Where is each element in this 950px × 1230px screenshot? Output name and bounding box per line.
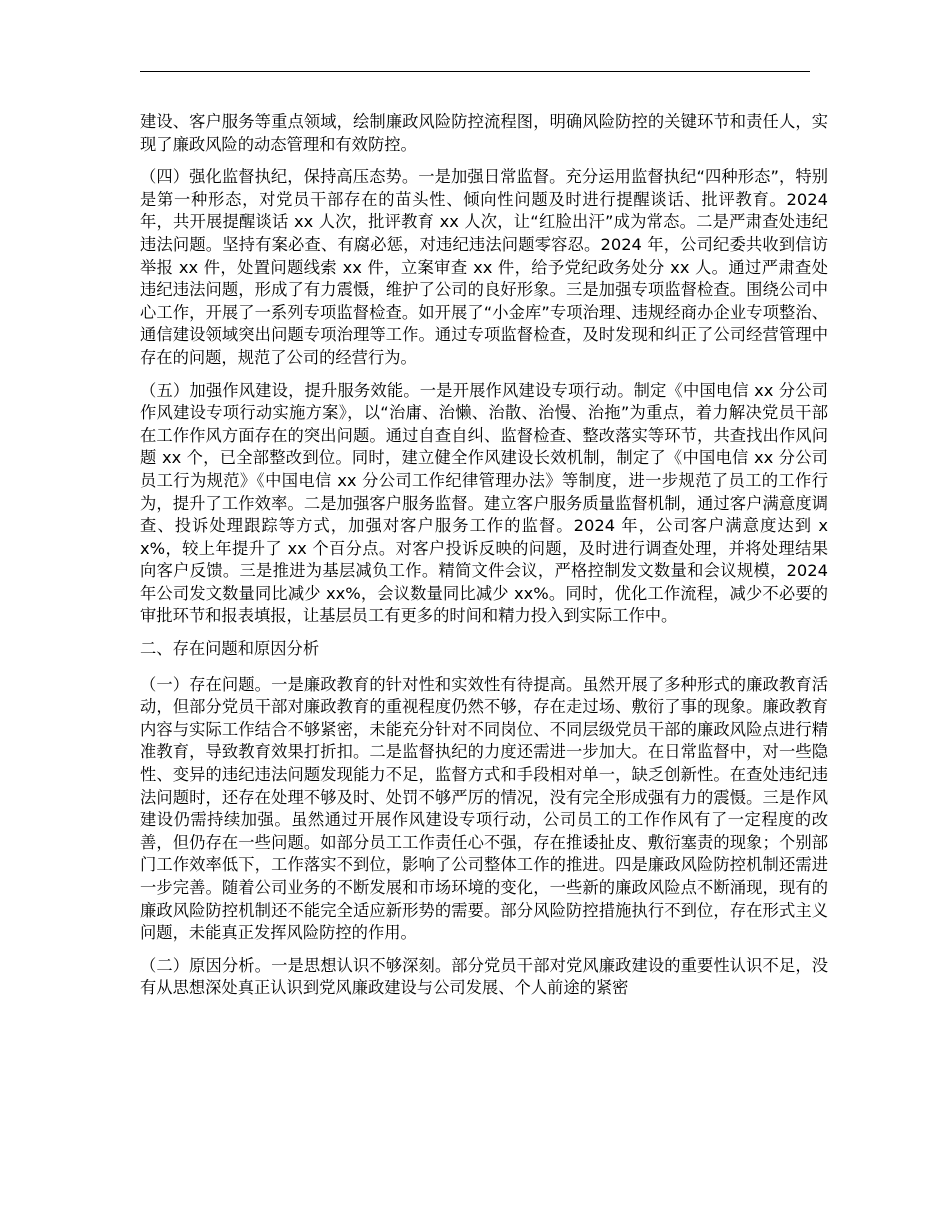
paragraph-cause-analysis: （二）原因分析。一是思想认识不够深刻。部分党员干部对党风廉政建设的重要性认识不足，没有从思想深处真正认识到党风廉政建设与公司发展、个人前途的紧密	[140, 955, 828, 998]
document-body	[140, 111, 828, 1010]
paragraph-section-5-work-style: （五）加强作风建设，提升服务效能。一是开展作风建设专项行动。制定《中国电信 xx 分公司作风建设专项行动实施方案》，以“治庸、治懒、治散、治慢、治拖”为重点，着力解决党员干部在工作作风方面存在的突出问题。通过自查自纠、监督检查、整改落实等环节，共查找出作风问题 xx 个，已全部整改到位。同时，建立健全作风建设长效机制，制定了《中国电信 xx 分公司员工行为规范》《中国电信 xx 分公司工作纪律管理办法》等制度，进一步规范了员工的工作行为，提升了工作效率。二是加强客户服务监督。建立客户服务质量监督机制，通过客户满意度调查、投诉处理跟踪等方式，加强对客户服务工作的监督。2024 年，公司客户满意度达到 xx%，较上年提升了 xx 个百分点。对客户投诉反映的问题，及时进行调查处理，并将处理结果向客户反馈。三是推进为基层减负工作。精简文件会议，严格控制发文数量和会议规模，2024 年公司发文数量同比减少 xx%，会议数量同比减少 xx%。同时，优化工作流程，减少不必要的审批环节和报表填报，让基层员工有更多的时间和精力投入到实际工作中。	[140, 380, 828, 626]
paragraph-section-4-supervision: （四）强化监督执纪，保持高压态势。一是加强日常监督。充分运用监督执纪“四种形态”，特别是第一种形态，对党员干部存在的苗头性、倾向性问题及时进行提醒谈话、批评教育。2024 年，共开展提醒谈话 xx 人次，批评教育 xx 人次，让“红脸出汗”成为常态。二是严肃查处违纪违法问题。坚持有案必查、有腐必惩，对违纪违法问题零容忍。2024 年，公司纪委共收到信访举报 xx 件，处置问题线索 xx 件，立案审查 xx 件，给予党纪政务处分 xx 人。通过严肃查处违纪违法问题，形成了有力震慑，维护了公司的良好形象。三是加强专项监督检查。围绕公司中心工作，开展了一系列专项监督检查。如开展了“小金库”专项治理、违规经商办企业专项整治、通信建设领域突出问题专项治理等工作。通过专项监督检查，及时发现和纠正了公司经营管理中存在的问题，规范了公司的经营行为。	[140, 167, 828, 367]
header-rule	[140, 71, 810, 72]
heading-problems-and-causes: 二、存在问题和原因分析	[140, 639, 320, 659]
paragraph-existing-problems: （一）存在问题。一是廉政教育的针对性和实效性有待提高。虽然开展了多种形式的廉政教育活动，但部分党员干部对廉政教育的重视程度仍然不够，存在走过场、敷衍了事的现象。廉政教育内容与实际工作结合不够紧密，未能充分针对不同岗位、不同层级党员干部的廉政风险点进行精准教育，导致教育效果打折扣。二是监督执纪的力度还需进一步加大。在日常监督中，对一些隐性、变异的违纪违法问题发现能力不足，监督方式和手段相对单一，缺乏创新性。在查处违纪违法问题时，还存在处理不够及时、处罚不够严厉的情况，没有完全形成强有力的震慑。三是作风建设仍需持续加强。虽然通过开展作风建设专项行动，公司员工的工作作风有了一定程度的改善，但仍存在一些问题。如部分员工工作责任心不强，存在推诿扯皮、敷衍塞责的现象；个别部门工作效率低下，工作落实不到位，影响了公司整体工作的推进。四是廉政风险防控机制还需进一步完善。随着公司业务的不断发展和市场环境的变化，一些新的廉政风险点不断涌现，现有的廉政风险防控机制还不能完全适应新形势的需要。部分风险防控措施执行不到位，存在形式主义问题，未能真正发挥风险防控的作用。	[140, 674, 828, 943]
paragraph-risk-control-continuation: 建设、客户服务等重点领域，绘制廉政风险防控流程图，明确风险防控的关键环节和责任人，实现了廉政风险的动态管理和有效防控。	[140, 112, 828, 154]
